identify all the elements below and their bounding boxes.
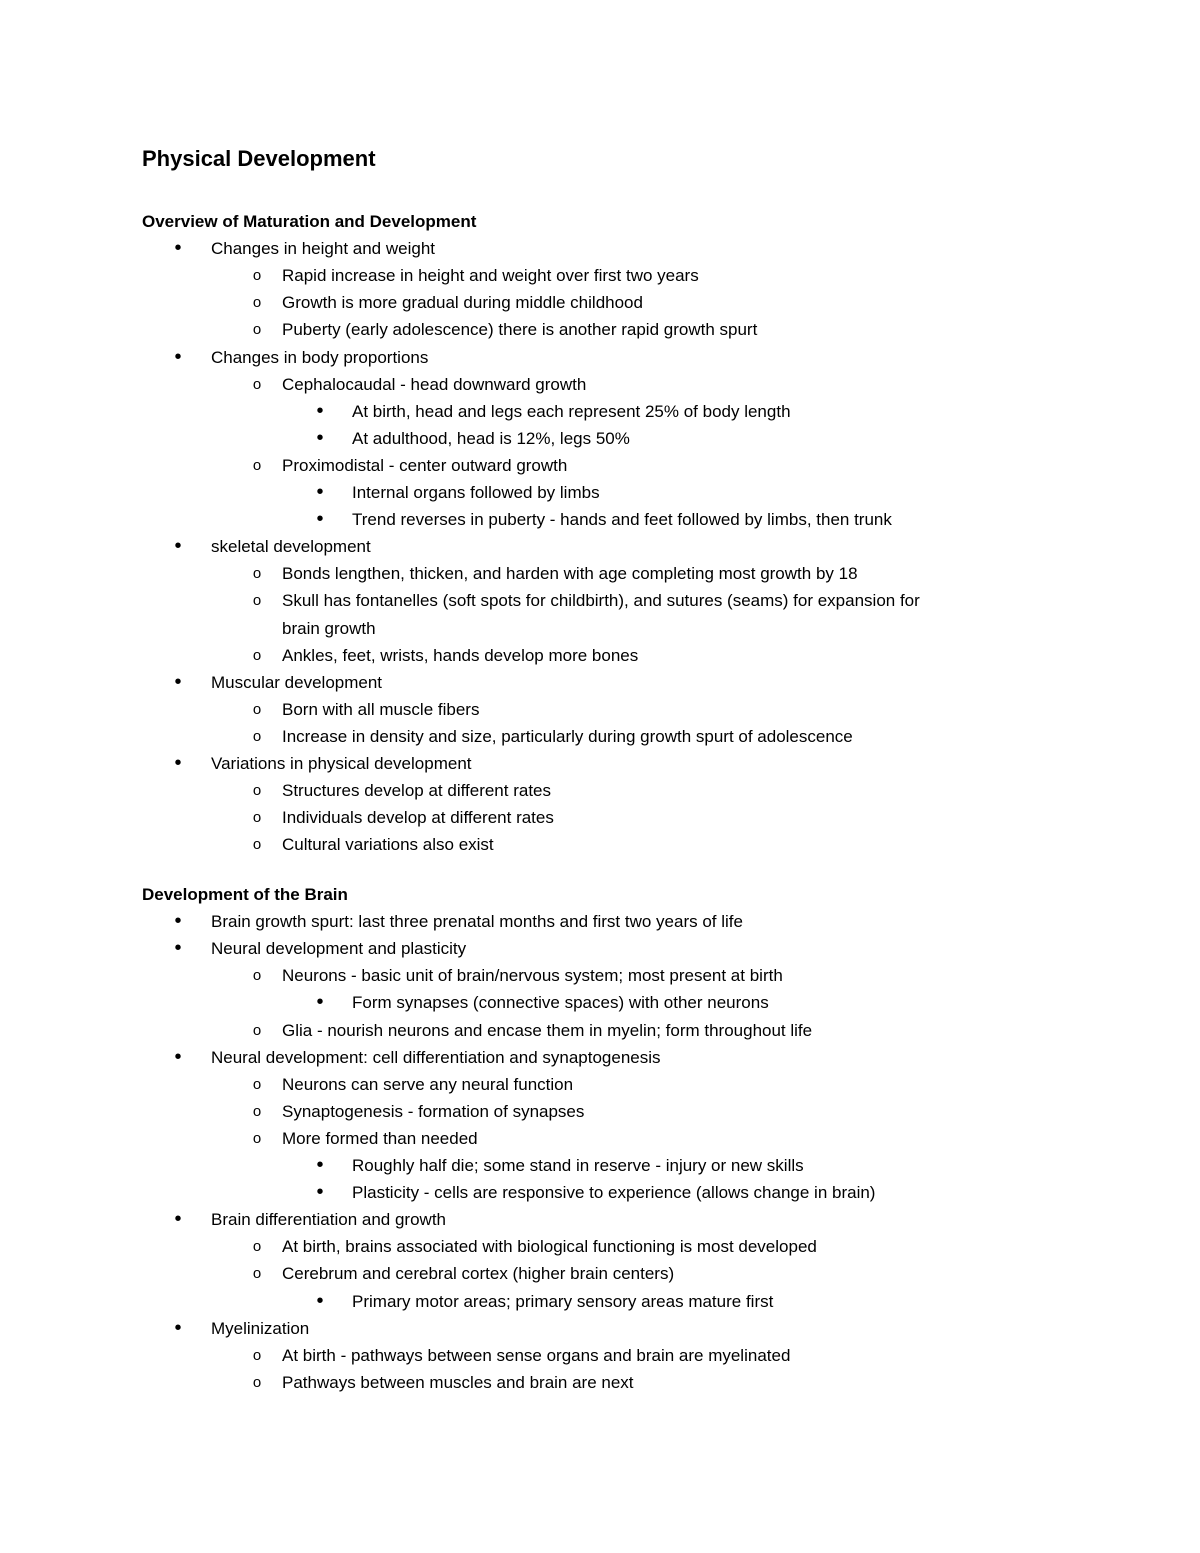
outline-item-text: brain growth [282, 619, 376, 638]
outline-item-level-3 [0, 479, 1100, 506]
circle-bullet-icon: o [252, 1076, 262, 1093]
circle-bullet-icon: o [252, 376, 262, 393]
outline-item-level-3 [0, 398, 1100, 425]
circle-bullet-icon: o [252, 728, 262, 745]
outline-item-text: Glia - nourish neurons and encase them in myelin; form throughout life [282, 1021, 813, 1040]
outline-item-text: Neural development and plasticity [211, 939, 467, 958]
bullet-icon: • [316, 481, 324, 503]
outline-item-text: Plasticity - cells are responsive to experience (allows change in brain) [352, 1183, 876, 1202]
outline-item-level-1 [0, 1206, 1100, 1233]
circle-bullet-icon: o [252, 1347, 262, 1364]
circle-bullet-icon: o [252, 321, 262, 338]
circle-bullet-icon: o [252, 967, 262, 984]
circle-bullet-icon: o [252, 457, 262, 474]
outline-item-level-1 [0, 533, 1100, 560]
outline-item-text: Myelinization [211, 1319, 310, 1338]
outline-item-text: skeletal development [211, 537, 371, 556]
outline-item-text: Structures develop at different rates [282, 781, 552, 800]
outline-item-level-2 [0, 1369, 1100, 1396]
circle-bullet-icon: o [252, 1265, 262, 1282]
bullet-icon: • [174, 937, 182, 959]
outline-item-text: At birth, head and legs each represent 25% of body length [352, 402, 791, 421]
outline-item-text: Trend reverses in puberty - hands and feet followed by limbs, then trunk [352, 510, 892, 529]
outline-item-level-3 [0, 506, 1100, 533]
outline-item-level-2 [0, 1342, 1100, 1369]
outline-item-text: Growth is more gradual during middle childhood [282, 293, 643, 312]
outline-item-text: Muscular development [211, 673, 383, 692]
bullet-icon: • [174, 346, 182, 368]
outline-item-level-2 [0, 642, 1100, 669]
outline-item-level-3 [0, 1152, 1100, 1179]
outline-item-text: At adulthood, head is 12%, legs 50% [352, 429, 630, 448]
outline-item-text: Ankles, feet, wrists, hands develop more bones [282, 646, 639, 665]
circle-bullet-icon: o [252, 647, 262, 664]
outline-item-level-2 [0, 804, 1100, 831]
circle-bullet-icon: o [252, 701, 262, 718]
circle-bullet-icon: o [252, 1374, 262, 1391]
bullet-icon: • [316, 1290, 324, 1312]
outline-item-level-2 [0, 1125, 1100, 1152]
document-title: Physical Development [142, 146, 376, 171]
bullet-icon: • [174, 1208, 182, 1230]
outline-item-level-2 [0, 777, 1100, 804]
circle-bullet-icon: o [252, 1238, 262, 1255]
circle-bullet-icon: o [252, 836, 262, 853]
outline-item-level-3 [0, 1179, 1100, 1206]
outline-item-text: At birth, brains associated with biological functioning is most developed [282, 1237, 817, 1256]
circle-bullet-icon: o [252, 592, 262, 609]
outline-item-level-3 [0, 989, 1100, 1016]
outline-item-text: Cerebrum and cerebral cortex (higher brain centers) [282, 1264, 675, 1283]
bullet-icon: • [174, 752, 182, 774]
outline-item-level-2 [0, 587, 1100, 614]
outline-item-text: Changes in body proportions [211, 348, 429, 367]
circle-bullet-icon: o [252, 1130, 262, 1147]
bullet-icon: • [174, 910, 182, 932]
outline-item-text: Brain differentiation and growth [211, 1210, 447, 1229]
outline-item-text: More formed than needed [282, 1129, 478, 1148]
outline-item-text: Roughly half die; some stand in reserve - injury or new skills [352, 1156, 804, 1175]
circle-bullet-icon: o [252, 782, 262, 799]
outline-item-text: Neurons can serve any neural function [282, 1075, 574, 1094]
bullet-icon: • [174, 1046, 182, 1068]
outline-item-level-2 [0, 1071, 1100, 1098]
circle-bullet-icon: o [252, 294, 262, 311]
outline-item-level-1 [0, 235, 1100, 262]
outline-item-text: Puberty (early adolescence) there is another rapid growth spurt [282, 320, 758, 339]
outline-item-level-1 [0, 344, 1100, 371]
outline-item-level-2 [0, 696, 1100, 723]
outline-item-level-2 [0, 560, 1100, 587]
outline-item-level-0 [0, 615, 1100, 642]
bullet-icon: • [174, 1317, 182, 1339]
outline-item-level-2 [0, 452, 1100, 479]
outline-item-text: Neurons - basic unit of brain/nervous system; most present at birth [282, 966, 783, 985]
outline-item-level-1 [0, 1315, 1100, 1342]
outline-item-level-2 [0, 262, 1100, 289]
outline-item-text: Synaptogenesis - formation of synapses [282, 1102, 585, 1121]
outline-item-level-1 [0, 908, 1100, 935]
outline-item-text: Cultural variations also exist [282, 835, 494, 854]
outline-item-level-3 [0, 1288, 1100, 1315]
outline-item-text: Neural development: cell differentiation and synaptogenesis [211, 1048, 661, 1067]
outline-item-level-2 [0, 316, 1100, 343]
bullet-icon: • [174, 671, 182, 693]
circle-bullet-icon: o [252, 267, 262, 284]
bullet-icon: • [316, 427, 324, 449]
circle-bullet-icon: o [252, 1022, 262, 1039]
outline-item-level-2 [0, 371, 1100, 398]
section-heading: Development of the Brain [142, 885, 348, 904]
bullet-icon: • [174, 535, 182, 557]
outline-item-text: Variations in physical development [211, 754, 472, 773]
outline-item-level-1 [0, 750, 1100, 777]
outline-item-text: Rapid increase in height and weight over first two years [282, 266, 699, 285]
outline-item-text: At birth - pathways between sense organs and brain are myelinated [282, 1346, 791, 1365]
outline-item-text: Proximodistal - center outward growth [282, 456, 568, 475]
outline-item-level-1 [0, 1044, 1100, 1071]
outline-item-text: Pathways between muscles and brain are next [282, 1373, 634, 1392]
outline-item-level-2 [0, 831, 1100, 858]
outline-item-level-2 [0, 1260, 1100, 1287]
section-heading: Overview of Maturation and Development [142, 212, 477, 231]
outline-item-level-2 [0, 1233, 1100, 1260]
outline-item-text: Individuals develop at different rates [282, 808, 554, 827]
bullet-icon: • [316, 1181, 324, 1203]
outline-item-level-2 [0, 1017, 1100, 1044]
outline-item-text: Skull has fontanelles (soft spots for childbirth), and sutures (seams) for expansion for [282, 591, 920, 610]
outline-item-text: Form synapses (connective spaces) with other neurons [352, 993, 769, 1012]
outline-item-level-2 [0, 1098, 1100, 1125]
bullet-icon: • [316, 400, 324, 422]
outline-item-text: Bonds lengthen, thicken, and harden with age completing most growth by 18 [282, 564, 858, 583]
outline-item-text: Increase in density and size, particularly during growth spurt of adolescence [282, 727, 853, 746]
bullet-icon: • [316, 1154, 324, 1176]
outline-item-text: Born with all muscle fibers [282, 700, 480, 719]
outline-item-level-2 [0, 289, 1100, 316]
outline-item-text: Changes in height and weight [211, 239, 435, 258]
outline-item-level-3 [0, 425, 1100, 452]
bullet-icon: • [316, 508, 324, 530]
outline-item-level-2 [0, 962, 1100, 989]
bullet-icon: • [316, 991, 324, 1013]
outline-item-text: Brain growth spurt: last three prenatal months and first two years of life [211, 912, 743, 931]
circle-bullet-icon: o [252, 809, 262, 826]
outline-item-text: Cephalocaudal - head downward growth [282, 375, 587, 394]
circle-bullet-icon: o [252, 565, 262, 582]
outline-item-level-1 [0, 669, 1100, 696]
circle-bullet-icon: o [252, 1103, 262, 1120]
outline-item-level-2 [0, 723, 1100, 750]
outline-item-text: Internal organs followed by limbs [352, 483, 600, 502]
outline-item-level-1 [0, 935, 1100, 962]
outline-item-text: Primary motor areas; primary sensory areas mature first [352, 1292, 774, 1311]
bullet-icon: • [174, 237, 182, 259]
